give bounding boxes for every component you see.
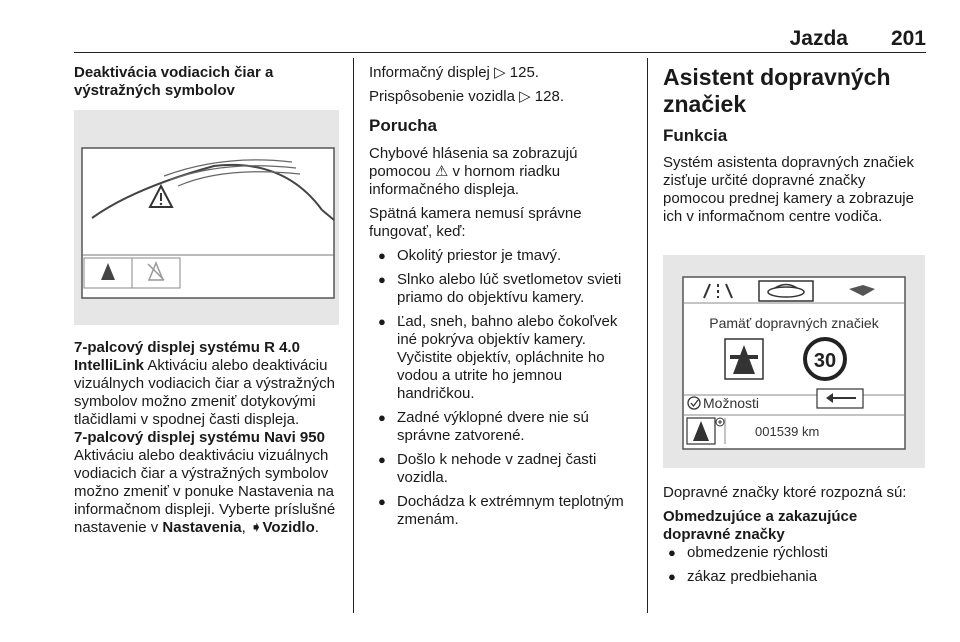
list-item: ● Dochádza k extrémnym teplotným zmenám. (378, 493, 624, 528)
bullet-icon: ● (378, 314, 386, 329)
page-number: 201 (890, 27, 926, 50)
column-divider-2 (647, 58, 648, 613)
function-heading: Funkcia (663, 126, 728, 145)
list-item: ● Slnko alebo lúč svetlometov svieti priamo do objektívu kamery. (378, 271, 622, 306)
camera-paragraph: Spätná kamera nemusí správne fungovať, keď: (369, 205, 582, 240)
ref-vehicle-personalization: Prispôsobenie vozidla ▷ 128. (369, 88, 565, 105)
motorway-small-icon (687, 418, 715, 444)
bullet-icon: ● (378, 452, 386, 467)
bullet-icon: ● (378, 248, 386, 263)
navi950-text: Aktiváciu alebo deaktiváciu vizuálnych vodiacich čiar a výstražných symbolov možno zmeniť v ponuke Nastavenia na informačnom displeji. Vyberte príslušné nastavenie v (74, 447, 336, 536)
speed-limit-sign (805, 339, 845, 379)
page-ref-icon: ▷ (494, 64, 506, 81)
header-title: Jazda (789, 27, 848, 50)
paragraph-navi950 (74, 429, 346, 537)
ref-info-display: Informačný displej ▷ 125. (369, 64, 539, 81)
fault-paragraph: Chybové hlásenia sa zobrazujú pomocou ⚠ v hornom riadku informačného displeja. (369, 145, 578, 198)
navi950-title: 7-palcový displej systému Navi 950 (74, 429, 325, 446)
right-column-body (663, 484, 928, 586)
screen-title: Pamäť dopravných značiek (709, 315, 879, 331)
bullet-list (373, 247, 635, 529)
rear-camera-figure (74, 110, 339, 325)
prohibitive-signs-heading: Obmedzujúce a zakazujúce dopravné značky (663, 508, 858, 543)
r40-text: Aktiváciu alebo deaktiváciu vizuálnych vodiacich čiar a výstražných symbolov možno zmeniť dotykovými tlačidlami v spodnej časti displeja. (74, 357, 335, 428)
section-heading: Asistent dopravných značiek (663, 64, 891, 117)
column-divider-1 (353, 58, 354, 613)
back-arrow-icon[interactable] (817, 389, 863, 408)
period: . (314, 519, 319, 536)
motorway-sign-icon (725, 339, 763, 379)
list-item: ● Zadné výklopné dvere nie sú správne zatvorené. (378, 409, 589, 444)
bullet-icon: ● (668, 545, 676, 560)
list-item: ● obmedzenie rýchlosti (668, 544, 828, 561)
r40-title: 7-palcový displej systému R 4.0 (74, 339, 300, 356)
svg-text:30: 30 (813, 350, 837, 372)
middle-column (369, 64, 641, 529)
section-heading: Deaktivácia vodiacich čiar a výstražných symbolov (74, 64, 274, 99)
traffic-sign-screen-figure (663, 255, 925, 468)
options-label[interactable]: Možnosti (703, 395, 760, 411)
odometer-value: 001539 km (755, 424, 820, 439)
list-item: ● Ľad, sneh, bahno alebo čokoľvek iné pokrýva objektív kamery. Vyčistite objektív, opláchnite ho vodou a utrite ho jemnou handričkou. (378, 313, 618, 402)
paragraph-r40 (74, 339, 346, 429)
recognized-signs-paragraph: Dopravné značky ktoré rozpozná sú: (663, 484, 907, 501)
list-item: ● Došlo k nehode v zadnej časti vozidla. (378, 451, 597, 486)
function-paragraph: Systém asistenta dopravných značiek zisťuje určité dopravné značky pomocou prednej kamery a zobrazuje ich v informačnom centre vodiča. (663, 154, 914, 225)
page-ref-icon: ▷ (519, 88, 531, 105)
settings-label: Nastavenia (162, 519, 242, 536)
list-item: ● Okolitý priestor je tmavý. (378, 247, 562, 264)
arrow-icon: ➧ (249, 519, 263, 536)
bullet-icon: ● (378, 272, 386, 287)
bullet-icon: ● (668, 569, 676, 584)
vehicle-label: Vozidlo (262, 519, 315, 536)
bullet-icon: ● (378, 410, 386, 425)
list-item: ● zákaz predbiehania (668, 568, 818, 585)
left-column (74, 64, 344, 100)
left-column-body (74, 339, 346, 537)
fault-heading: Porucha (369, 116, 438, 135)
separator: , (241, 519, 250, 536)
warning-icon: ⚠ (434, 163, 449, 180)
r40-title-2: IntelliLink (74, 357, 145, 374)
bullet-icon: ● (378, 494, 386, 509)
right-column (663, 64, 928, 226)
header-rule (74, 52, 926, 53)
